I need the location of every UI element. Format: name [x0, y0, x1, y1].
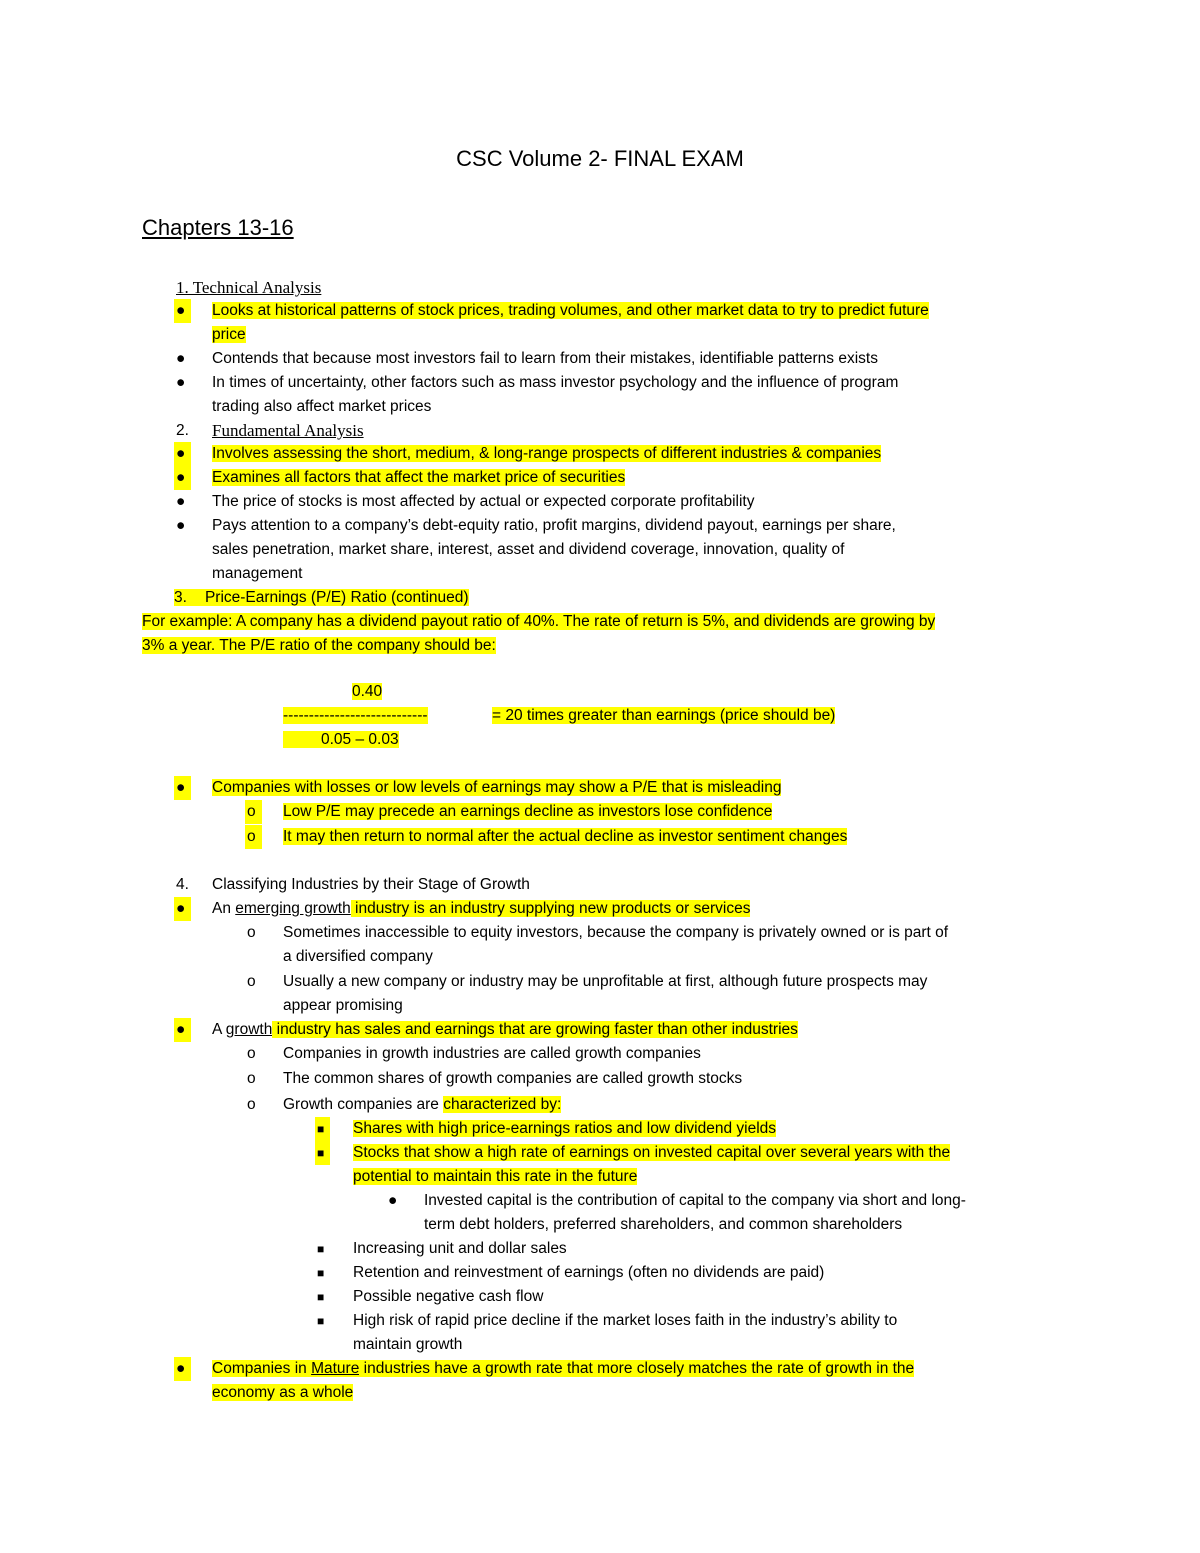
page-title: CSC Volume 2- FINAL EXAM	[456, 146, 744, 171]
technical-analysis-heading: 1. Technical Analysis	[176, 278, 322, 297]
bullet-icon: ●	[174, 442, 191, 466]
bullet-icon: ●	[174, 1018, 191, 1042]
list-item: Sometimes inaccessible to equity investors, because the company is privately owned or is part of	[283, 924, 949, 941]
bullet-icon: ●	[174, 776, 191, 800]
example-text: For example: A company has a dividend payout ratio of 40%. The rate of return is 5%, and dividends are growing by	[142, 613, 936, 630]
square-bullet-icon: ■	[317, 1290, 325, 1304]
bullet-icon: ●	[176, 374, 186, 391]
square-bullet-icon: ■	[317, 1266, 325, 1280]
list-item: Companies in growth industries are called growth companies	[283, 1045, 701, 1062]
list-item: Usually a new company or industry may be unprofitable at first, although future prospects may	[283, 973, 928, 990]
list-item: Shares with high price-earnings ratios and low dividend yields	[353, 1120, 777, 1137]
list-item: Contends that because most investors fail to learn from their mistakes, identifiable patterns exists	[212, 350, 878, 367]
list-item-continuation: management	[212, 565, 303, 582]
circle-bullet-icon: o	[245, 800, 262, 824]
list-item-continuation: potential to maintain this rate in the future	[353, 1168, 638, 1185]
circle-bullet-icon: o	[247, 1096, 256, 1113]
circle-bullet-icon: o	[247, 973, 256, 990]
list-item: Invested capital is the contribution of capital to the company via short and long-	[424, 1192, 966, 1209]
square-bullet-icon: ■	[317, 1314, 325, 1328]
list-item-continuation: sales penetration, market share, interest, asset and dividend coverage, innovation, quality of	[212, 541, 845, 558]
list-item: The price of stocks is most affected by actual or expected corporate profitability	[212, 493, 755, 510]
bullet-icon: ●	[174, 1357, 191, 1381]
list-item: High risk of rapid price decline if the market loses faith in the industry’s ability to	[353, 1312, 898, 1329]
list-item: Stocks that show a high rate of earnings on invested capital over several years with the	[353, 1144, 951, 1161]
list-item-continuation: economy as a whole	[212, 1384, 354, 1401]
list-item-continuation: appear promising	[283, 997, 403, 1014]
list-item: Examines all factors that affect the market price of securities	[212, 469, 626, 486]
list-item-continuation: a diversified company	[283, 948, 433, 965]
list-item: The common shares of growth companies are called growth stocks	[283, 1070, 743, 1087]
list-item: In times of uncertainty, other factors such as mass investor psychology and the influence of program	[212, 374, 899, 391]
list-item: Low P/E may precede an earnings decline as investors lose confidence	[283, 803, 773, 820]
bullet-icon: ●	[176, 350, 186, 367]
bullet-icon: ●	[174, 299, 191, 323]
formula-denominator: 0.05 – 0.03	[283, 728, 399, 752]
formula-divider: ----------------------------	[283, 707, 428, 724]
bullet-icon: ●	[388, 1192, 398, 1209]
list-item: Possible negative cash flow	[353, 1288, 544, 1305]
square-bullet-icon: ■	[315, 1117, 330, 1141]
list-item-continuation: trading also affect market prices	[212, 398, 432, 415]
list-item: Companies in Mature industries have a growth rate that more closely matches the rate of growth in the	[212, 1360, 915, 1377]
list-item-continuation: maintain growth	[353, 1336, 463, 1353]
square-bullet-icon: ■	[317, 1242, 325, 1256]
list-item: Looks at historical patterns of stock prices, trading volumes, and other market data to try to predict future	[212, 302, 929, 319]
circle-bullet-icon: o	[247, 1045, 256, 1062]
bullet-icon: ●	[176, 517, 186, 534]
list-item: Companies with losses or low levels of earnings may show a P/E that is misleading	[212, 779, 782, 796]
list-item-continuation: price	[212, 326, 246, 343]
bullet-icon: ●	[174, 897, 191, 921]
circle-bullet-icon: o	[247, 924, 256, 941]
list-item: Retention and reinvestment of earnings (often no dividends are paid)	[353, 1264, 825, 1281]
list-item: Pays attention to a company’s debt-equity ratio, profit margins, dividend payout, earnings per share,	[212, 517, 896, 534]
fundamental-analysis-heading: Fundamental Analysis	[212, 421, 364, 440]
list-item: Increasing unit and dollar sales	[353, 1240, 567, 1257]
growth-stage-heading: Classifying Industries by their Stage of Growth	[212, 876, 530, 893]
chapters-heading: Chapters 13-16	[142, 215, 294, 240]
formula-numerator: 0.40	[352, 683, 383, 700]
list-item: An emerging growth industry is an industry supplying new products or services	[212, 900, 751, 917]
bullet-icon: ●	[174, 466, 191, 490]
section-number: 2.	[176, 422, 189, 439]
circle-bullet-icon: o	[245, 825, 262, 849]
list-item: Growth companies are characterized by:	[283, 1096, 562, 1113]
formula-result: = 20 times greater than earnings (price should be)	[492, 707, 836, 724]
list-item: A growth industry has sales and earnings that are growing faster than other industries	[212, 1021, 798, 1038]
list-item: Involves assessing the short, medium, & long-range prospects of different industries & companies	[212, 445, 882, 462]
bullet-icon: ●	[176, 493, 186, 510]
pe-ratio-heading-line: 3. Price-Earnings (P/E) Ratio (continued)	[174, 589, 469, 606]
list-item: It may then return to normal after the actual decline as investor sentiment changes	[283, 828, 848, 845]
circle-bullet-icon: o	[247, 1070, 256, 1087]
section-number: 4.	[176, 876, 189, 893]
example-text-continuation: 3% a year. The P/E ratio of the company should be:	[142, 637, 496, 654]
square-bullet-icon: ■	[315, 1141, 330, 1165]
list-item-continuation: term debt holders, preferred shareholders, and common shareholders	[424, 1216, 903, 1233]
